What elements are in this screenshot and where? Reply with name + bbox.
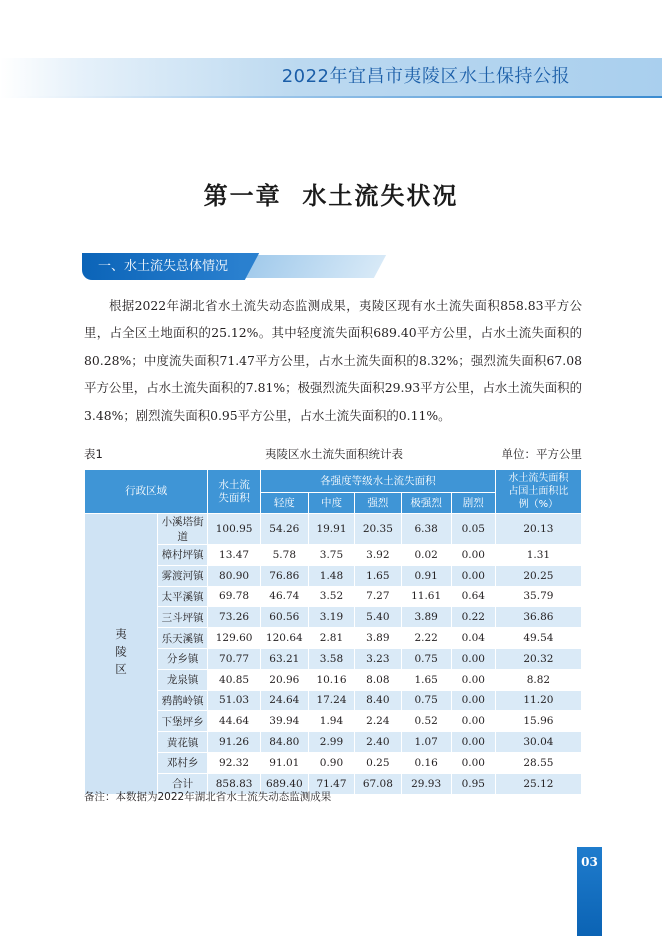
cell-moderate: 3.19 (308, 607, 354, 628)
table-row (85, 732, 582, 753)
cell-severe: 0.00 (451, 648, 495, 669)
table-row (85, 586, 582, 607)
cell-light: 91.01 (260, 752, 308, 773)
table-row (85, 690, 582, 711)
cell-strong: 7.27 (355, 586, 401, 607)
cell-total: 40.85 (208, 669, 261, 690)
cell-total: 129.60 (208, 628, 261, 649)
cell-light: 689.40 (260, 773, 308, 794)
cell-moderate: 3.58 (308, 648, 354, 669)
cell-ratio: 28.55 (495, 752, 581, 773)
cell-light: 24.64 (260, 690, 308, 711)
cell-strong: 5.40 (355, 607, 401, 628)
table-row (85, 514, 582, 545)
chapter-title: 第一章 水土流失状况 (203, 181, 459, 210)
table-row (85, 565, 582, 586)
cell-severe: 0.64 (451, 586, 495, 607)
cell-strong: 2.24 (355, 711, 401, 732)
cell-very-strong: 0.16 (401, 752, 451, 773)
header-total-text: 水土流失面积 (218, 478, 250, 504)
township-name-cell: 邓村乡 (158, 752, 208, 773)
table-label: 表1 (84, 447, 103, 461)
cell-light: 60.56 (260, 607, 308, 628)
header-total (208, 470, 261, 514)
cell-strong: 3.92 (355, 545, 401, 566)
header-moderate: 中度 (308, 493, 354, 514)
cell-light: 5.78 (260, 545, 308, 566)
township-name-cell: 雾渡河镇 (158, 565, 208, 586)
header-severe: 剧烈 (451, 493, 495, 514)
cell-total: 92.32 (208, 752, 261, 773)
cell-total: 44.64 (208, 711, 261, 732)
page-number-tab (577, 847, 602, 936)
cell-moderate: 1.48 (308, 565, 354, 586)
cell-ratio: 36.86 (495, 607, 581, 628)
cell-light: 39.94 (260, 711, 308, 732)
cell-very-strong: 0.75 (401, 690, 451, 711)
cell-severe: 0.05 (451, 514, 495, 545)
township-name-cell: 下堡坪乡 (158, 711, 208, 732)
table-row (85, 669, 582, 690)
cell-moderate: 3.75 (308, 545, 354, 566)
township-name-cell: 小溪塔街道 (158, 514, 208, 545)
cell-strong: 67.08 (355, 773, 401, 794)
cell-ratio: 11.20 (495, 690, 581, 711)
cell-total: 70.77 (208, 648, 261, 669)
township-name-cell: 樟村坪镇 (158, 545, 208, 566)
table-body (85, 514, 582, 795)
cell-very-strong: 0.52 (401, 711, 451, 732)
cell-total: 51.03 (208, 690, 261, 711)
township-name-cell: 龙泉镇 (158, 669, 208, 690)
section-heading-bar (82, 253, 380, 280)
cell-severe: 0.00 (451, 732, 495, 753)
header-very-strong: 极强烈 (401, 493, 451, 514)
cell-strong: 20.35 (355, 514, 401, 545)
cell-very-strong: 1.65 (401, 669, 451, 690)
page-number: 03 (581, 855, 598, 869)
cell-light: 84.80 (260, 732, 308, 753)
header-ratio-text: 水土流失面积占国土面积比例（%） (508, 473, 569, 510)
header-group: 各强度等级水土流失面积 (260, 470, 495, 493)
township-name-cell: 太平溪镇 (158, 586, 208, 607)
cell-ratio: 25.12 (495, 773, 581, 794)
cell-ratio: 20.32 (495, 648, 581, 669)
cell-strong: 3.89 (355, 628, 401, 649)
cell-light: 54.26 (260, 514, 308, 545)
cell-strong: 2.40 (355, 732, 401, 753)
body-paragraph: 根据2022年湖北省水土流失动态监测成果，夷陵区现有水土流失面积858.83平方公里，占全区土地面积的25.12%。其中轻度流失面积689.40平方公里，占水土流失面积的80.28%；中度流失面积71.47平方公里，占水土流失面积的8.32%；强烈流失面积67.08平方公里，占水土流失面积的7.81%；极强烈流失面积29.93平方公里，占水土流失面积的3.48%；剧烈流失面积0.95平方公里，占水土流失面积的0.11%。 (84, 298, 582, 423)
cell-light: 120.64 (260, 628, 308, 649)
table-row (85, 607, 582, 628)
cell-ratio: 8.82 (495, 669, 581, 690)
cell-total: 100.95 (208, 514, 261, 545)
cell-moderate: 19.91 (308, 514, 354, 545)
cell-total: 91.26 (208, 732, 261, 753)
cell-very-strong: 2.22 (401, 628, 451, 649)
cell-very-strong: 1.07 (401, 732, 451, 753)
table-caption (84, 446, 582, 464)
header-stripe (0, 96, 662, 98)
table-row (85, 545, 582, 566)
table-unit: 单位：平方公里 (501, 447, 582, 461)
cell-very-strong: 29.93 (401, 773, 451, 794)
township-name-cell: 黄花镇 (158, 732, 208, 753)
cell-total: 80.90 (208, 565, 261, 586)
cell-very-strong: 0.02 (401, 545, 451, 566)
cell-ratio: 1.31 (495, 545, 581, 566)
erosion-table (84, 469, 582, 795)
cell-moderate: 1.94 (308, 711, 354, 732)
cell-severe: 0.00 (451, 752, 495, 773)
cell-total: 13.47 (208, 545, 261, 566)
cell-moderate: 3.52 (308, 586, 354, 607)
cell-ratio: 20.13 (495, 514, 581, 545)
township-name-cell: 分乡镇 (158, 648, 208, 669)
header-strong: 强烈 (355, 493, 401, 514)
table-row (85, 711, 582, 732)
cell-ratio: 15.96 (495, 711, 581, 732)
cell-strong: 3.23 (355, 648, 401, 669)
cell-moderate: 0.90 (308, 752, 354, 773)
header-ratio (495, 470, 581, 514)
cell-severe: 0.00 (451, 669, 495, 690)
region-cell: 夷陵区 (85, 514, 158, 795)
township-name-cell: 合计 (158, 773, 208, 794)
cell-ratio: 35.79 (495, 586, 581, 607)
cell-strong: 8.08 (355, 669, 401, 690)
cell-severe: 0.00 (451, 565, 495, 586)
cell-ratio: 30.04 (495, 732, 581, 753)
header-title: 2022年宜昌市夷陵区水土保持公报 (281, 66, 570, 87)
cell-light: 63.21 (260, 648, 308, 669)
header-region: 行政区域 (85, 470, 208, 514)
cell-total: 858.83 (208, 773, 261, 794)
township-name-cell: 三斗坪镇 (158, 607, 208, 628)
cell-very-strong: 0.75 (401, 648, 451, 669)
cell-very-strong: 6.38 (401, 514, 451, 545)
cell-light: 46.74 (260, 586, 308, 607)
cell-moderate: 10.16 (308, 669, 354, 690)
township-name-cell: 乐天溪镇 (158, 628, 208, 649)
cell-severe: 0.22 (451, 607, 495, 628)
cell-moderate: 17.24 (308, 690, 354, 711)
cell-very-strong: 3.89 (401, 607, 451, 628)
cell-moderate: 2.81 (308, 628, 354, 649)
cell-moderate: 71.47 (308, 773, 354, 794)
cell-total: 73.26 (208, 607, 261, 628)
cell-light: 76.86 (260, 565, 308, 586)
table-row (85, 648, 582, 669)
cell-strong: 0.25 (355, 752, 401, 773)
table-title: 夷陵区水土流失面积统计表 (265, 447, 403, 461)
table-row (85, 628, 582, 649)
section-title: 一、水土流失总体情况 (98, 259, 229, 274)
header-light: 轻度 (260, 493, 308, 514)
cell-severe: 0.00 (451, 545, 495, 566)
cell-severe: 0.04 (451, 628, 495, 649)
cell-very-strong: 0.91 (401, 565, 451, 586)
cell-severe: 0.00 (451, 690, 495, 711)
table-row (85, 752, 582, 773)
cell-ratio: 49.54 (495, 628, 581, 649)
township-name-cell: 鸦鹊岭镇 (158, 690, 208, 711)
cell-strong: 8.40 (355, 690, 401, 711)
footnote: 备注：本数据为2022年湖北省水土流失动态监测成果 (84, 791, 332, 803)
cell-total: 69.78 (208, 586, 261, 607)
cell-light: 20.96 (260, 669, 308, 690)
cell-very-strong: 11.61 (401, 586, 451, 607)
cell-moderate: 2.99 (308, 732, 354, 753)
cell-severe: 0.95 (451, 773, 495, 794)
cell-severe: 0.00 (451, 711, 495, 732)
cell-strong: 1.65 (355, 565, 401, 586)
cell-ratio: 20.25 (495, 565, 581, 586)
